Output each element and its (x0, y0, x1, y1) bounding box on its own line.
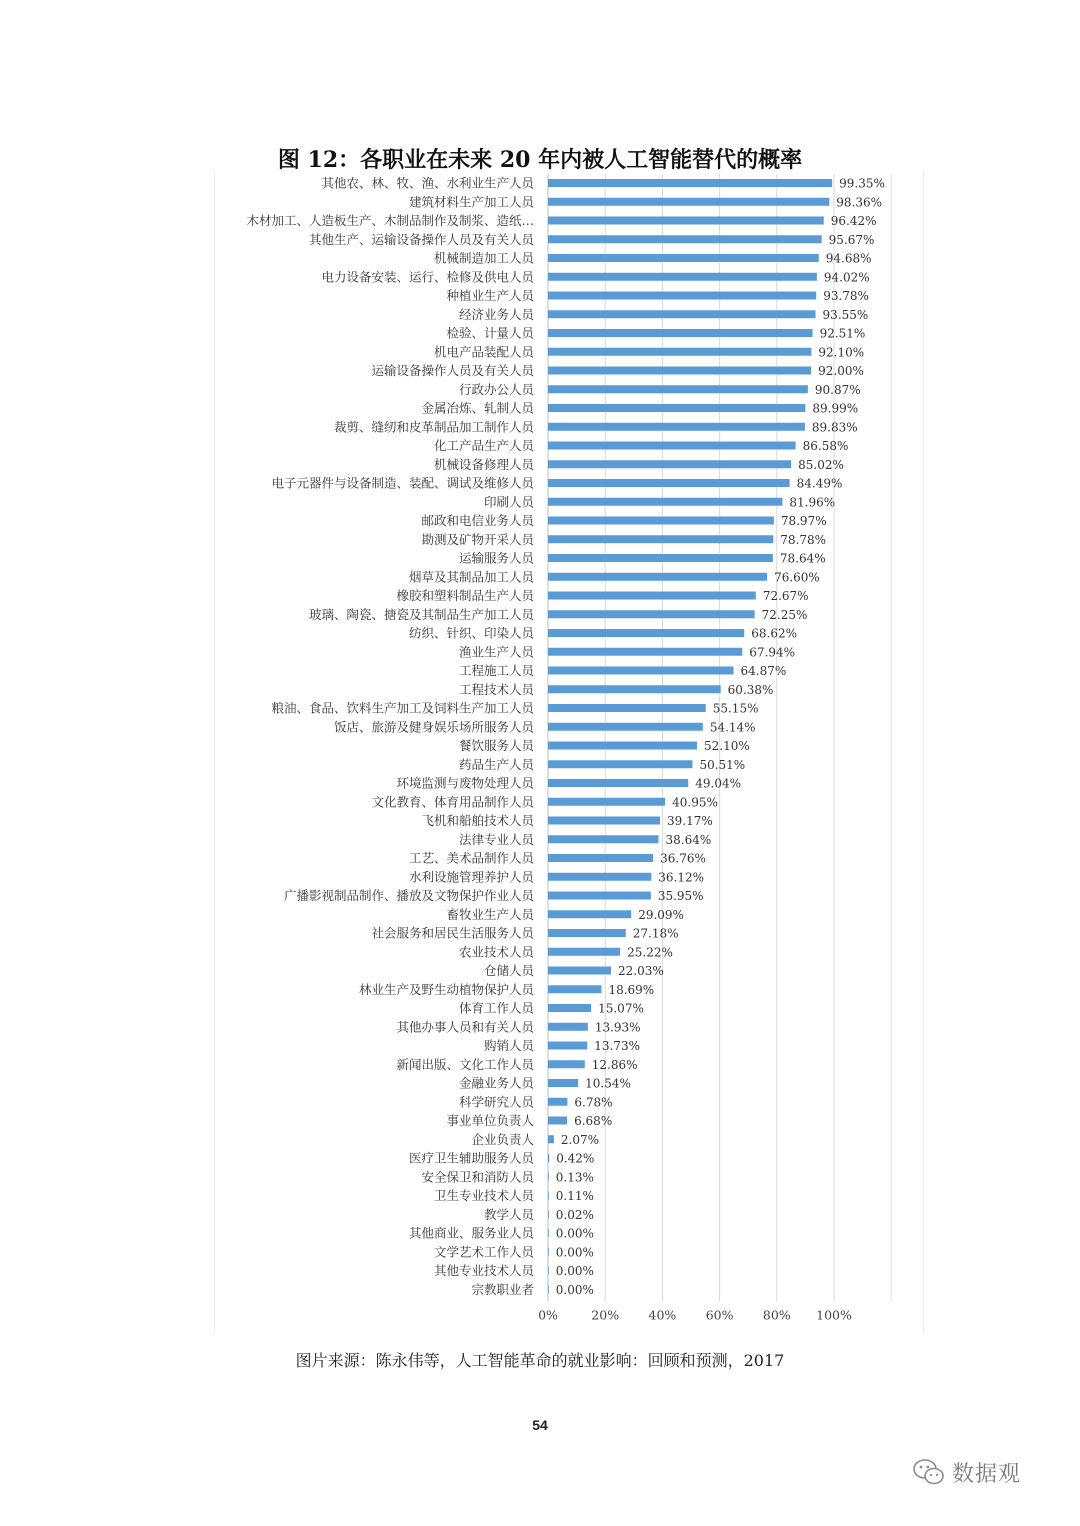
category-label: 教学人员 (483, 1206, 534, 1222)
data-label: 18.69% (608, 982, 655, 997)
x-tick-label: 100% (816, 1307, 852, 1323)
bar (548, 592, 756, 600)
category-label: 卫生专业技术人员 (433, 1188, 534, 1203)
data-label: 78.97% (780, 514, 827, 528)
data-label: 93.78% (823, 289, 869, 303)
data-label: 94.68% (825, 251, 872, 266)
category-label: 木材加工、人造板生产、木制品制作及制浆、造纸… (246, 213, 534, 228)
bar (548, 873, 651, 881)
category-label: 宗教职业者 (471, 1281, 534, 1297)
data-label: 22.03% (618, 964, 664, 978)
data-label: 12.86% (591, 1057, 638, 1072)
bar (548, 217, 824, 225)
bar (548, 685, 721, 693)
data-label: 92.00% (818, 364, 864, 378)
bar (548, 1079, 578, 1087)
bar (548, 648, 742, 656)
category-label: 林业生产及野生动植物保护人员 (358, 981, 534, 997)
bar (548, 742, 697, 750)
category-label: 经济业务人员 (458, 306, 534, 322)
data-label: 27.18% (632, 926, 679, 941)
bar (548, 573, 767, 581)
bar (548, 1098, 567, 1106)
data-label: 13.93% (594, 1020, 641, 1035)
data-label: 64.87% (740, 664, 787, 678)
category-label: 工艺、美术品制作人员 (408, 850, 534, 866)
category-label: 购销人员 (483, 1038, 534, 1053)
category-label: 体育工作人员 (458, 1000, 534, 1016)
data-label: 0.00% (555, 1282, 594, 1297)
category-label: 运输服务人员 (458, 550, 534, 566)
data-label: 89.99% (812, 401, 859, 416)
bar (548, 1135, 554, 1143)
bar (548, 423, 805, 431)
category-label: 餐饮服务人员 (458, 738, 534, 753)
data-label: 10.54% (585, 1076, 631, 1091)
x-tick-label: 20% (591, 1307, 620, 1323)
data-label: 95.67% (828, 232, 875, 247)
bar (548, 535, 773, 543)
data-label: 0.00% (555, 1264, 594, 1278)
data-label: 35.95% (657, 889, 704, 903)
bar (548, 1004, 591, 1012)
data-label: 54.14% (709, 720, 756, 735)
data-label: 36.12% (658, 870, 705, 885)
data-label: 81.96% (789, 495, 836, 510)
category-label: 种植业生产人员 (446, 288, 534, 303)
bar (548, 610, 755, 618)
bar (548, 1173, 549, 1181)
data-label: 92.51% (819, 326, 866, 341)
chart-frame (214, 172, 924, 1332)
bar (548, 254, 819, 262)
category-label: 环境监测与废物处理人员 (396, 775, 534, 791)
category-label: 新闻出版、文化工作人员 (396, 1056, 534, 1072)
category-label: 烟草及其制品加工人员 (408, 569, 534, 585)
data-label: 6.68% (574, 1114, 613, 1128)
chart-title: 图 12：各职业在未来 20 年内被人工智能替代的概率 (277, 147, 803, 173)
category-label: 社会服务和居民生活服务人员 (371, 925, 534, 941)
data-label: 13.73% (594, 1039, 641, 1053)
data-label: 49.04% (695, 776, 742, 791)
bar (548, 292, 816, 300)
bar (548, 629, 744, 637)
data-label: 15.07% (598, 1001, 644, 1016)
data-label: 0.42% (556, 1151, 595, 1166)
data-label: 86.58% (802, 439, 849, 453)
bar (548, 1229, 549, 1237)
category-label: 飞机和船舶技术人员 (421, 813, 534, 828)
bar (548, 442, 796, 450)
data-label: 50.51% (699, 757, 746, 772)
bar (548, 1023, 588, 1031)
data-label: 0.00% (555, 1245, 594, 1260)
category-label: 粮油、食品、饮料生产加工及饲料生产加工人员 (271, 700, 534, 716)
data-label: 2.07% (560, 1132, 600, 1147)
category-label: 机械设备修理人员 (433, 456, 534, 472)
data-label: 96.42% (830, 214, 877, 228)
bar (548, 1192, 549, 1200)
category-label: 运输设备操作人员及有关人员 (371, 363, 534, 378)
bar (548, 179, 832, 187)
data-label: 36.76% (660, 851, 706, 866)
bar (548, 1060, 585, 1068)
data-label: 98.36% (836, 195, 883, 210)
bar (548, 1210, 549, 1218)
data-label: 89.83% (811, 420, 858, 435)
category-label: 安全保卫和消防人员 (421, 1169, 534, 1185)
category-label: 工程施工人员 (458, 663, 534, 678)
page-number: 54 (532, 1417, 548, 1433)
x-tick-label: 0% (538, 1307, 558, 1323)
data-label: 99.35% (839, 176, 885, 191)
data-label: 25.22% (627, 945, 673, 960)
category-label: 建筑材料生产加工人员 (408, 194, 534, 210)
category-label: 玻璃、陶瓷、搪瓷及其制品生产加工人员 (308, 606, 534, 622)
watermark (912, 1454, 1062, 1490)
category-label: 文学艺术工作人员 (433, 1244, 534, 1260)
category-label: 广播影视制品制作、播放及文物保护作业人员 (283, 888, 534, 903)
category-label: 事业单位负责人 (446, 1113, 534, 1128)
data-label: 0.00% (555, 1226, 594, 1241)
bar (548, 892, 651, 900)
category-label: 企业负责人 (471, 1131, 534, 1147)
bar (548, 517, 774, 525)
data-label: 92.10% (818, 345, 865, 360)
bar (548, 910, 631, 918)
data-label: 85.02% (798, 457, 844, 472)
data-label: 0.11% (555, 1189, 594, 1203)
category-label: 法律专业人员 (458, 831, 534, 847)
data-label: 84.49% (796, 476, 843, 491)
category-label: 机械制造加工人员 (433, 250, 534, 266)
bar (548, 1248, 549, 1256)
category-label: 金属冶炼、轧制人员 (421, 400, 534, 416)
category-label: 金融业务人员 (458, 1075, 534, 1091)
data-label: 94.02% (823, 270, 870, 285)
bar (548, 1267, 549, 1275)
category-label: 化工产品生产人员 (433, 438, 534, 453)
data-label: 38.64% (665, 832, 712, 847)
category-label: 印刷人员 (483, 494, 534, 510)
bar (548, 198, 829, 206)
category-label: 其他商业、服务业人员 (408, 1225, 534, 1241)
data-label: 67.94% (749, 645, 796, 660)
data-label: 52.10% (704, 739, 750, 753)
bar (548, 667, 734, 675)
bar (548, 460, 791, 468)
data-label: 72.25% (761, 607, 808, 622)
bar (548, 367, 811, 375)
data-label: 72.67% (762, 589, 809, 603)
bar (548, 929, 626, 937)
bar (548, 404, 805, 412)
data-label: 0.02% (555, 1207, 594, 1222)
data-label: 60.38% (727, 682, 774, 697)
category-label: 检验、计量人员 (446, 325, 534, 341)
category-label: 勘测及矿物开采人员 (421, 531, 534, 547)
bar (548, 1285, 549, 1293)
bar (548, 235, 822, 243)
category-label: 纺织、针织、印染人员 (408, 625, 534, 641)
x-tick-label: 40% (648, 1307, 677, 1323)
category-label: 工程技术人员 (458, 681, 534, 697)
category-label: 橡胶和塑料制品生产人员 (396, 588, 534, 603)
category-label: 机电产品装配人员 (433, 344, 534, 360)
category-label: 饭店、旅游及健身娱乐场所服务人员 (333, 719, 534, 735)
category-label: 渔业生产人员 (458, 644, 534, 660)
bar (548, 385, 808, 393)
category-label: 电子元器件与设备制造、装配、调试及维修人员 (271, 475, 534, 491)
bar (548, 967, 611, 975)
category-label: 畜牧业生产人员 (446, 906, 534, 922)
data-label: 39.17% (667, 814, 713, 828)
category-label: 其他专业技术人员 (433, 1263, 534, 1278)
category-label: 其他农、林、牧、渔、水利业生产人员 (321, 175, 534, 191)
category-label: 行政办公人员 (458, 381, 534, 397)
data-label: 68.62% (751, 626, 798, 641)
bar (548, 854, 653, 862)
bar (548, 985, 601, 993)
data-label: 55.15% (712, 701, 759, 716)
bar (548, 1117, 567, 1125)
data-label: 29.09% (638, 907, 684, 922)
wechat-icon (912, 1457, 946, 1487)
data-label: 78.64% (779, 551, 826, 566)
data-label: 93.55% (822, 307, 869, 322)
bar (548, 1154, 549, 1162)
category-label: 仓储人员 (483, 963, 534, 978)
data-label: 6.78% (574, 1095, 613, 1110)
bar (548, 329, 813, 337)
data-label: 0.13% (555, 1170, 594, 1185)
category-label: 医疗卫生辅助服务人员 (408, 1150, 534, 1166)
data-label: 40.95% (672, 795, 718, 810)
watermark-text: 数据观 (952, 1461, 1022, 1487)
bar (548, 704, 706, 712)
x-tick-label: 80% (762, 1307, 791, 1323)
bar (548, 273, 817, 281)
bar (548, 779, 688, 787)
bar (548, 760, 692, 768)
category-label: 邮政和电信业务人员 (421, 513, 534, 528)
bar (548, 798, 665, 806)
bar (548, 498, 782, 506)
bar (548, 310, 816, 318)
bar (548, 348, 811, 356)
category-label: 水利设施管理养护人员 (408, 869, 534, 885)
category-label: 科学研究人员 (458, 1094, 534, 1110)
category-label: 农业技术人员 (458, 944, 534, 960)
bar (548, 723, 703, 731)
x-tick-label: 60% (705, 1307, 734, 1323)
category-label: 文化教育、体育用品制作人员 (371, 794, 534, 810)
bar-chart (215, 172, 925, 1332)
data-label: 78.78% (780, 532, 827, 547)
category-label: 其他办事人员和有关人员 (396, 1019, 534, 1035)
category-label: 其他生产、运输设备操作人员及有关人员 (308, 231, 534, 247)
data-label: 76.60% (774, 570, 820, 585)
bar (548, 554, 773, 562)
bar (548, 948, 620, 956)
data-label: 90.87% (814, 382, 861, 397)
category-label: 裁剪、缝纫和皮革制品加工制作人员 (333, 419, 534, 435)
bar (548, 479, 790, 487)
bar (548, 835, 659, 843)
bar (548, 817, 660, 825)
category-label: 药品生产人员 (458, 756, 534, 772)
category-label: 电力设备安装、运行、检修及供电人员 (321, 269, 534, 285)
bar (548, 1042, 587, 1050)
source-note: 图片来源：陈永伟等，人工智能革命的就业影响：回顾和预测，2017 (295, 1351, 785, 1370)
